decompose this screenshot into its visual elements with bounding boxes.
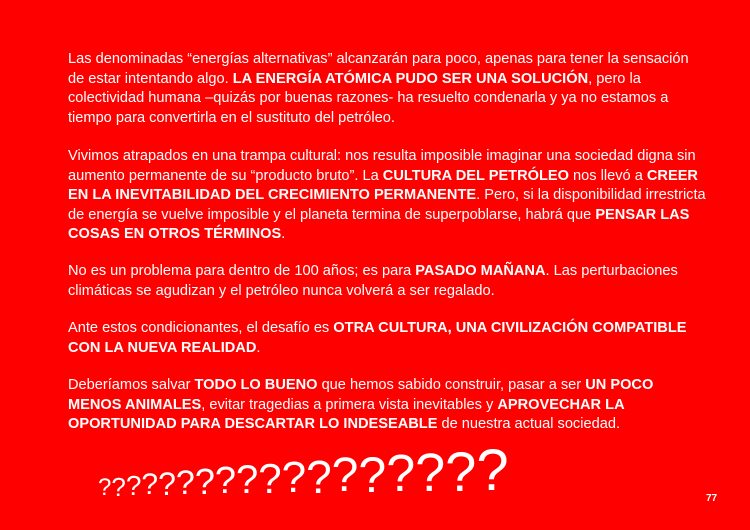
- question-mark: ?: [358, 447, 387, 503]
- question-mark: ?: [415, 443, 446, 503]
- emphasis-text: CULTURA DEL PETRÓLEO: [382, 167, 569, 184]
- body-text: . Las perturbaciones climáticas se agudizan y el petróleo nunca volverá a ser regalado.: [68, 263, 678, 299]
- body-text: , pero la colectividad humana –quizás por buenas razones- ha resuelto condenarla y ya no estamos a tiempo para convertirla en el sustituto del petróleo.: [68, 70, 669, 126]
- paragraph-day-after-tomorrow: [68, 262, 708, 301]
- emphasis-text: CREER EN LA INEVITABILIDAD DEL CRECIMIENTO PERMANENTE: [68, 167, 698, 204]
- body-text: .: [256, 339, 261, 356]
- body-text: , evitar tragedias a primera vista inevitables y: [201, 396, 498, 413]
- question-mark: ?: [386, 445, 416, 503]
- paragraph-atomic-energy: [68, 50, 708, 128]
- question-mark: ?: [98, 474, 112, 501]
- body-text: Deberíamos salvar: [68, 377, 195, 393]
- body-text: de nuestra actual sociedad.: [437, 416, 620, 433]
- paragraph-cultural-trap: [68, 147, 708, 245]
- emphasis-text: LA ENERGÍA ATÓMICA PUDO SER UNA SOLUCIÓN: [232, 70, 589, 87]
- question-mark: ?: [141, 468, 159, 501]
- question-mark: ?: [306, 451, 332, 503]
- page-number: 77: [706, 493, 718, 504]
- question-mark: ?: [158, 466, 176, 502]
- body-text: que hemos sabido construir, pasar a ser: [317, 377, 586, 393]
- body-text: . Pero, si la disponibilidad irrestricta de energía se vuelve imposible y el planeta termina de superpoblarse, habrá que: [68, 187, 706, 223]
- body-text: Vivimos atrapados en una trampa cultural: nos resulta imposible imaginar una sociedad digna sin aumento permanente de su “producto bruto”. La: [68, 148, 696, 184]
- emphasis-text: OTRA CULTURA, UNA CIVILIZACIÓN COMPATIBLE CON LA NUEVA REALIDAD: [68, 320, 687, 356]
- emphasis-text: APROVECHAR LA OPORTUNIDAD PARA DESCARTAR LO INDESEABLE: [68, 396, 625, 433]
- question-marks: [98, 438, 509, 503]
- emphasis-text: PENSAR LAS COSAS EN OTROS TÉRMINOS: [68, 206, 690, 243]
- emphasis-text: PASADO MAÑANA: [415, 263, 546, 279]
- question-mark: ?: [111, 472, 126, 502]
- question-mark: ?: [235, 458, 259, 502]
- question-mark: ?: [125, 470, 142, 501]
- body-text: Las denominadas “energías alternativas” alcanzarán para poco, apenas para tener la sensación de estar intentando algo.: [68, 51, 689, 87]
- question-mark: ?: [258, 455, 282, 502]
- body-text: nos llevó a: [569, 167, 647, 184]
- emphasis-text: UN POCO MENOS ANIMALES: [68, 377, 654, 413]
- body-text: .: [281, 226, 286, 243]
- question-mark: ?: [445, 440, 477, 503]
- body-text: Ante estos condicionantes, el desafío es: [68, 320, 334, 336]
- paragraph-save-the-good: [68, 376, 708, 435]
- body-text: No es un problema para dentro de 100 años; es para: [68, 263, 416, 279]
- paragraph-new-culture: [68, 319, 708, 358]
- emphasis-text: TODO LO BUENO: [194, 377, 318, 393]
- question-mark: ?: [476, 438, 509, 503]
- question-mark: ?: [214, 460, 236, 502]
- question-mark: ?: [194, 461, 215, 502]
- question-mark: ?: [281, 453, 307, 502]
- question-mark: ?: [175, 464, 195, 502]
- question-mark: ?: [331, 449, 359, 502]
